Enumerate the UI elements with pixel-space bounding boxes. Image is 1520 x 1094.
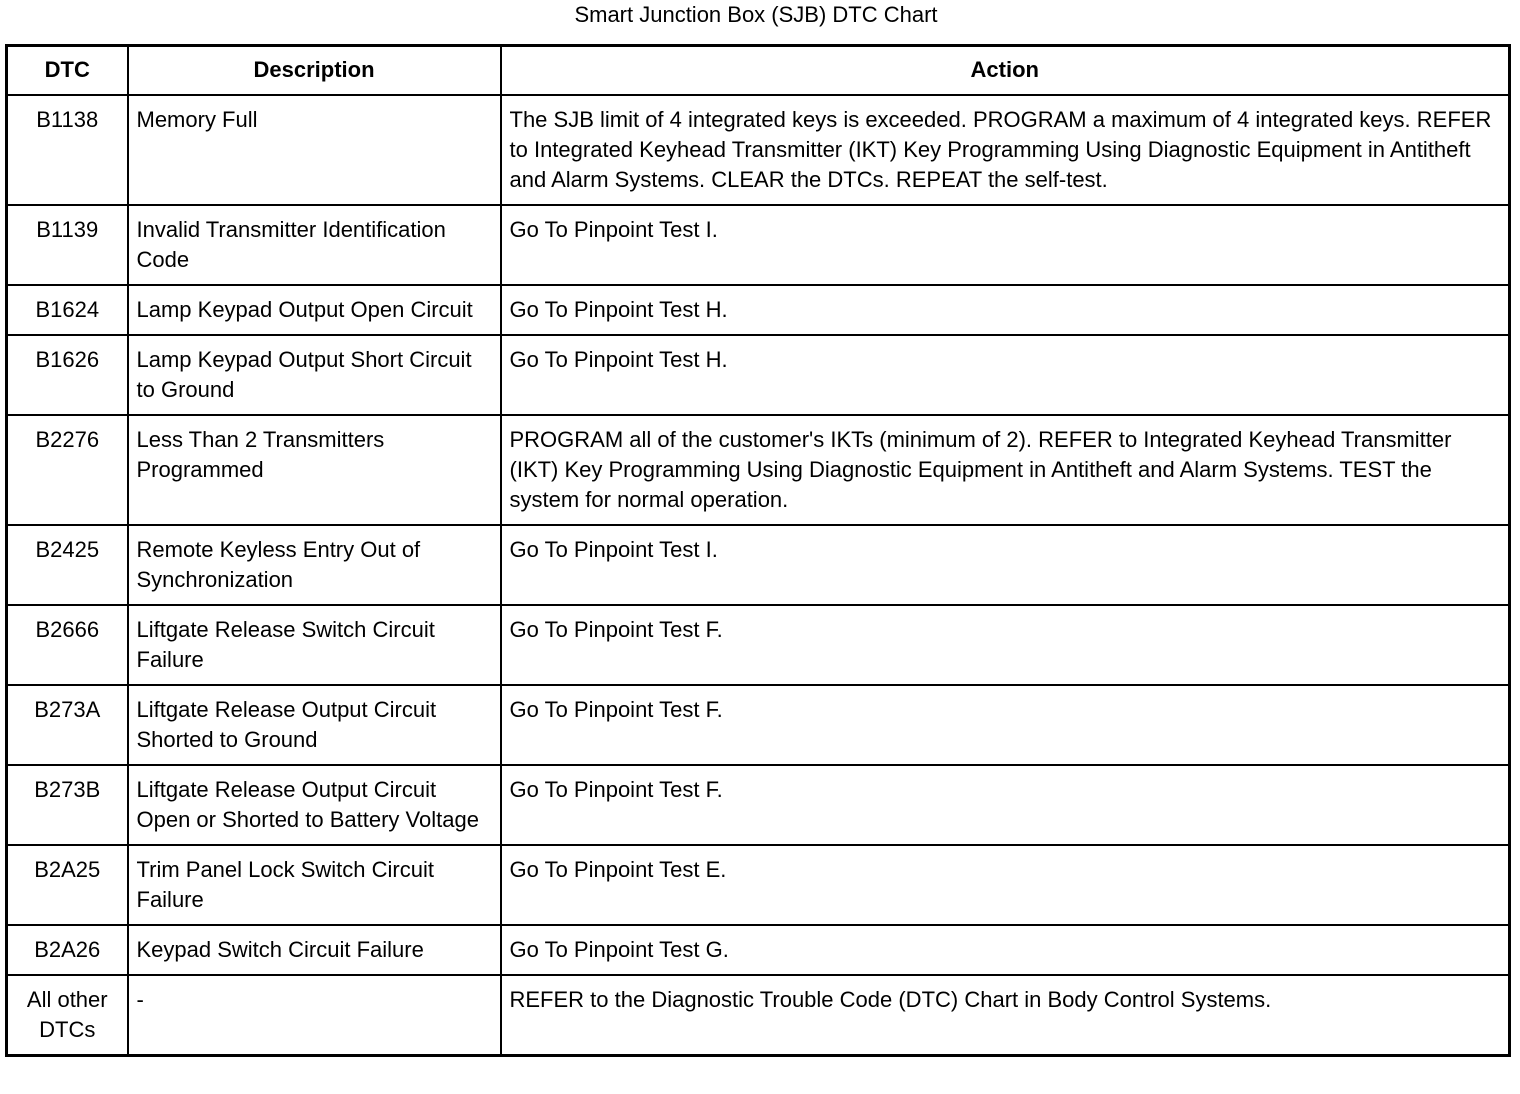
table-row bbox=[7, 95, 1510, 205]
table-row bbox=[7, 845, 1510, 925]
dtc-code: B2276 bbox=[7, 415, 128, 525]
table-row bbox=[7, 525, 1510, 605]
dtc-action: Go To Pinpoint Test I. bbox=[501, 205, 1510, 285]
dtc-code: B1624 bbox=[7, 285, 128, 335]
dtc-description: Lamp Keypad Output Short Circuit to Ground bbox=[128, 335, 501, 415]
table-row bbox=[7, 205, 1510, 285]
dtc-action: REFER to the Diagnostic Trouble Code (DTC) Chart in Body Control Systems. bbox=[501, 975, 1510, 1056]
dtc-description: Liftgate Release Switch Circuit Failure bbox=[128, 605, 501, 685]
column-header-action: Action bbox=[501, 46, 1510, 96]
dtc-action: Go To Pinpoint Test I. bbox=[501, 525, 1510, 605]
dtc-code: B1139 bbox=[7, 205, 128, 285]
dtc-action: Go To Pinpoint Test H. bbox=[501, 285, 1510, 335]
dtc-description: Liftgate Release Output Circuit Shorted to Ground bbox=[128, 685, 501, 765]
dtc-code: B2A25 bbox=[7, 845, 128, 925]
dtc-action: Go To Pinpoint Test F. bbox=[501, 765, 1510, 845]
column-header-dtc: DTC bbox=[7, 46, 128, 96]
dtc-code: B2A26 bbox=[7, 925, 128, 975]
dtc-code: B273A bbox=[7, 685, 128, 765]
dtc-action: Go To Pinpoint Test H. bbox=[501, 335, 1510, 415]
dtc-description: Keypad Switch Circuit Failure bbox=[128, 925, 501, 975]
table-row bbox=[7, 415, 1510, 525]
table-row bbox=[7, 685, 1510, 765]
dtc-code: B1138 bbox=[7, 95, 128, 205]
page-title: Smart Junction Box (SJB) DTC Chart bbox=[574, 2, 938, 27]
table-row bbox=[7, 925, 1510, 975]
table-row bbox=[7, 285, 1510, 335]
dtc-action: PROGRAM all of the customer's IKTs (minimum of 2). REFER to Integrated Keyhead Transmitter (IKT) Key Programming Using Diagnostic Equipment in Antitheft and Alarm Systems. TEST the system for normal operation. bbox=[501, 415, 1510, 525]
dtc-action: The SJB limit of 4 integrated keys is exceeded. PROGRAM a maximum of 4 integrated keys. REFER to Integrated Keyhead Transmitter (IKT) Key Programming Using Diagnostic Equipment in Antitheft and Alarm Systems. CLEAR the DTCs. REPEAT the self-test. bbox=[501, 95, 1510, 205]
dtc-action: Go To Pinpoint Test F. bbox=[501, 605, 1510, 685]
dtc-description: Liftgate Release Output Circuit Open or Shorted to Battery Voltage bbox=[128, 765, 501, 845]
table-row bbox=[7, 605, 1510, 685]
dtc-code: All other DTCs bbox=[7, 975, 128, 1056]
dtc-description: Lamp Keypad Output Open Circuit bbox=[128, 285, 501, 335]
dtc-table bbox=[5, 44, 1511, 1057]
dtc-action: Go To Pinpoint Test G. bbox=[501, 925, 1510, 975]
table-row bbox=[7, 975, 1510, 1056]
dtc-description: Memory Full bbox=[128, 95, 501, 205]
dtc-code: B2425 bbox=[7, 525, 128, 605]
dtc-code: B1626 bbox=[7, 335, 128, 415]
table-row bbox=[7, 765, 1510, 845]
dtc-description: - bbox=[128, 975, 501, 1056]
dtc-action: Go To Pinpoint Test F. bbox=[501, 685, 1510, 765]
dtc-description: Invalid Transmitter Identification Code bbox=[128, 205, 501, 285]
dtc-code: B273B bbox=[7, 765, 128, 845]
column-header-description: Description bbox=[128, 46, 501, 96]
dtc-code: B2666 bbox=[7, 605, 128, 685]
table-row bbox=[7, 335, 1510, 415]
table-header-row bbox=[7, 46, 1510, 96]
dtc-description: Less Than 2 Transmitters Programmed bbox=[128, 415, 501, 525]
dtc-action: Go To Pinpoint Test E. bbox=[501, 845, 1510, 925]
dtc-description: Remote Keyless Entry Out of Synchronization bbox=[128, 525, 501, 605]
dtc-description: Trim Panel Lock Switch Circuit Failure bbox=[128, 845, 501, 925]
